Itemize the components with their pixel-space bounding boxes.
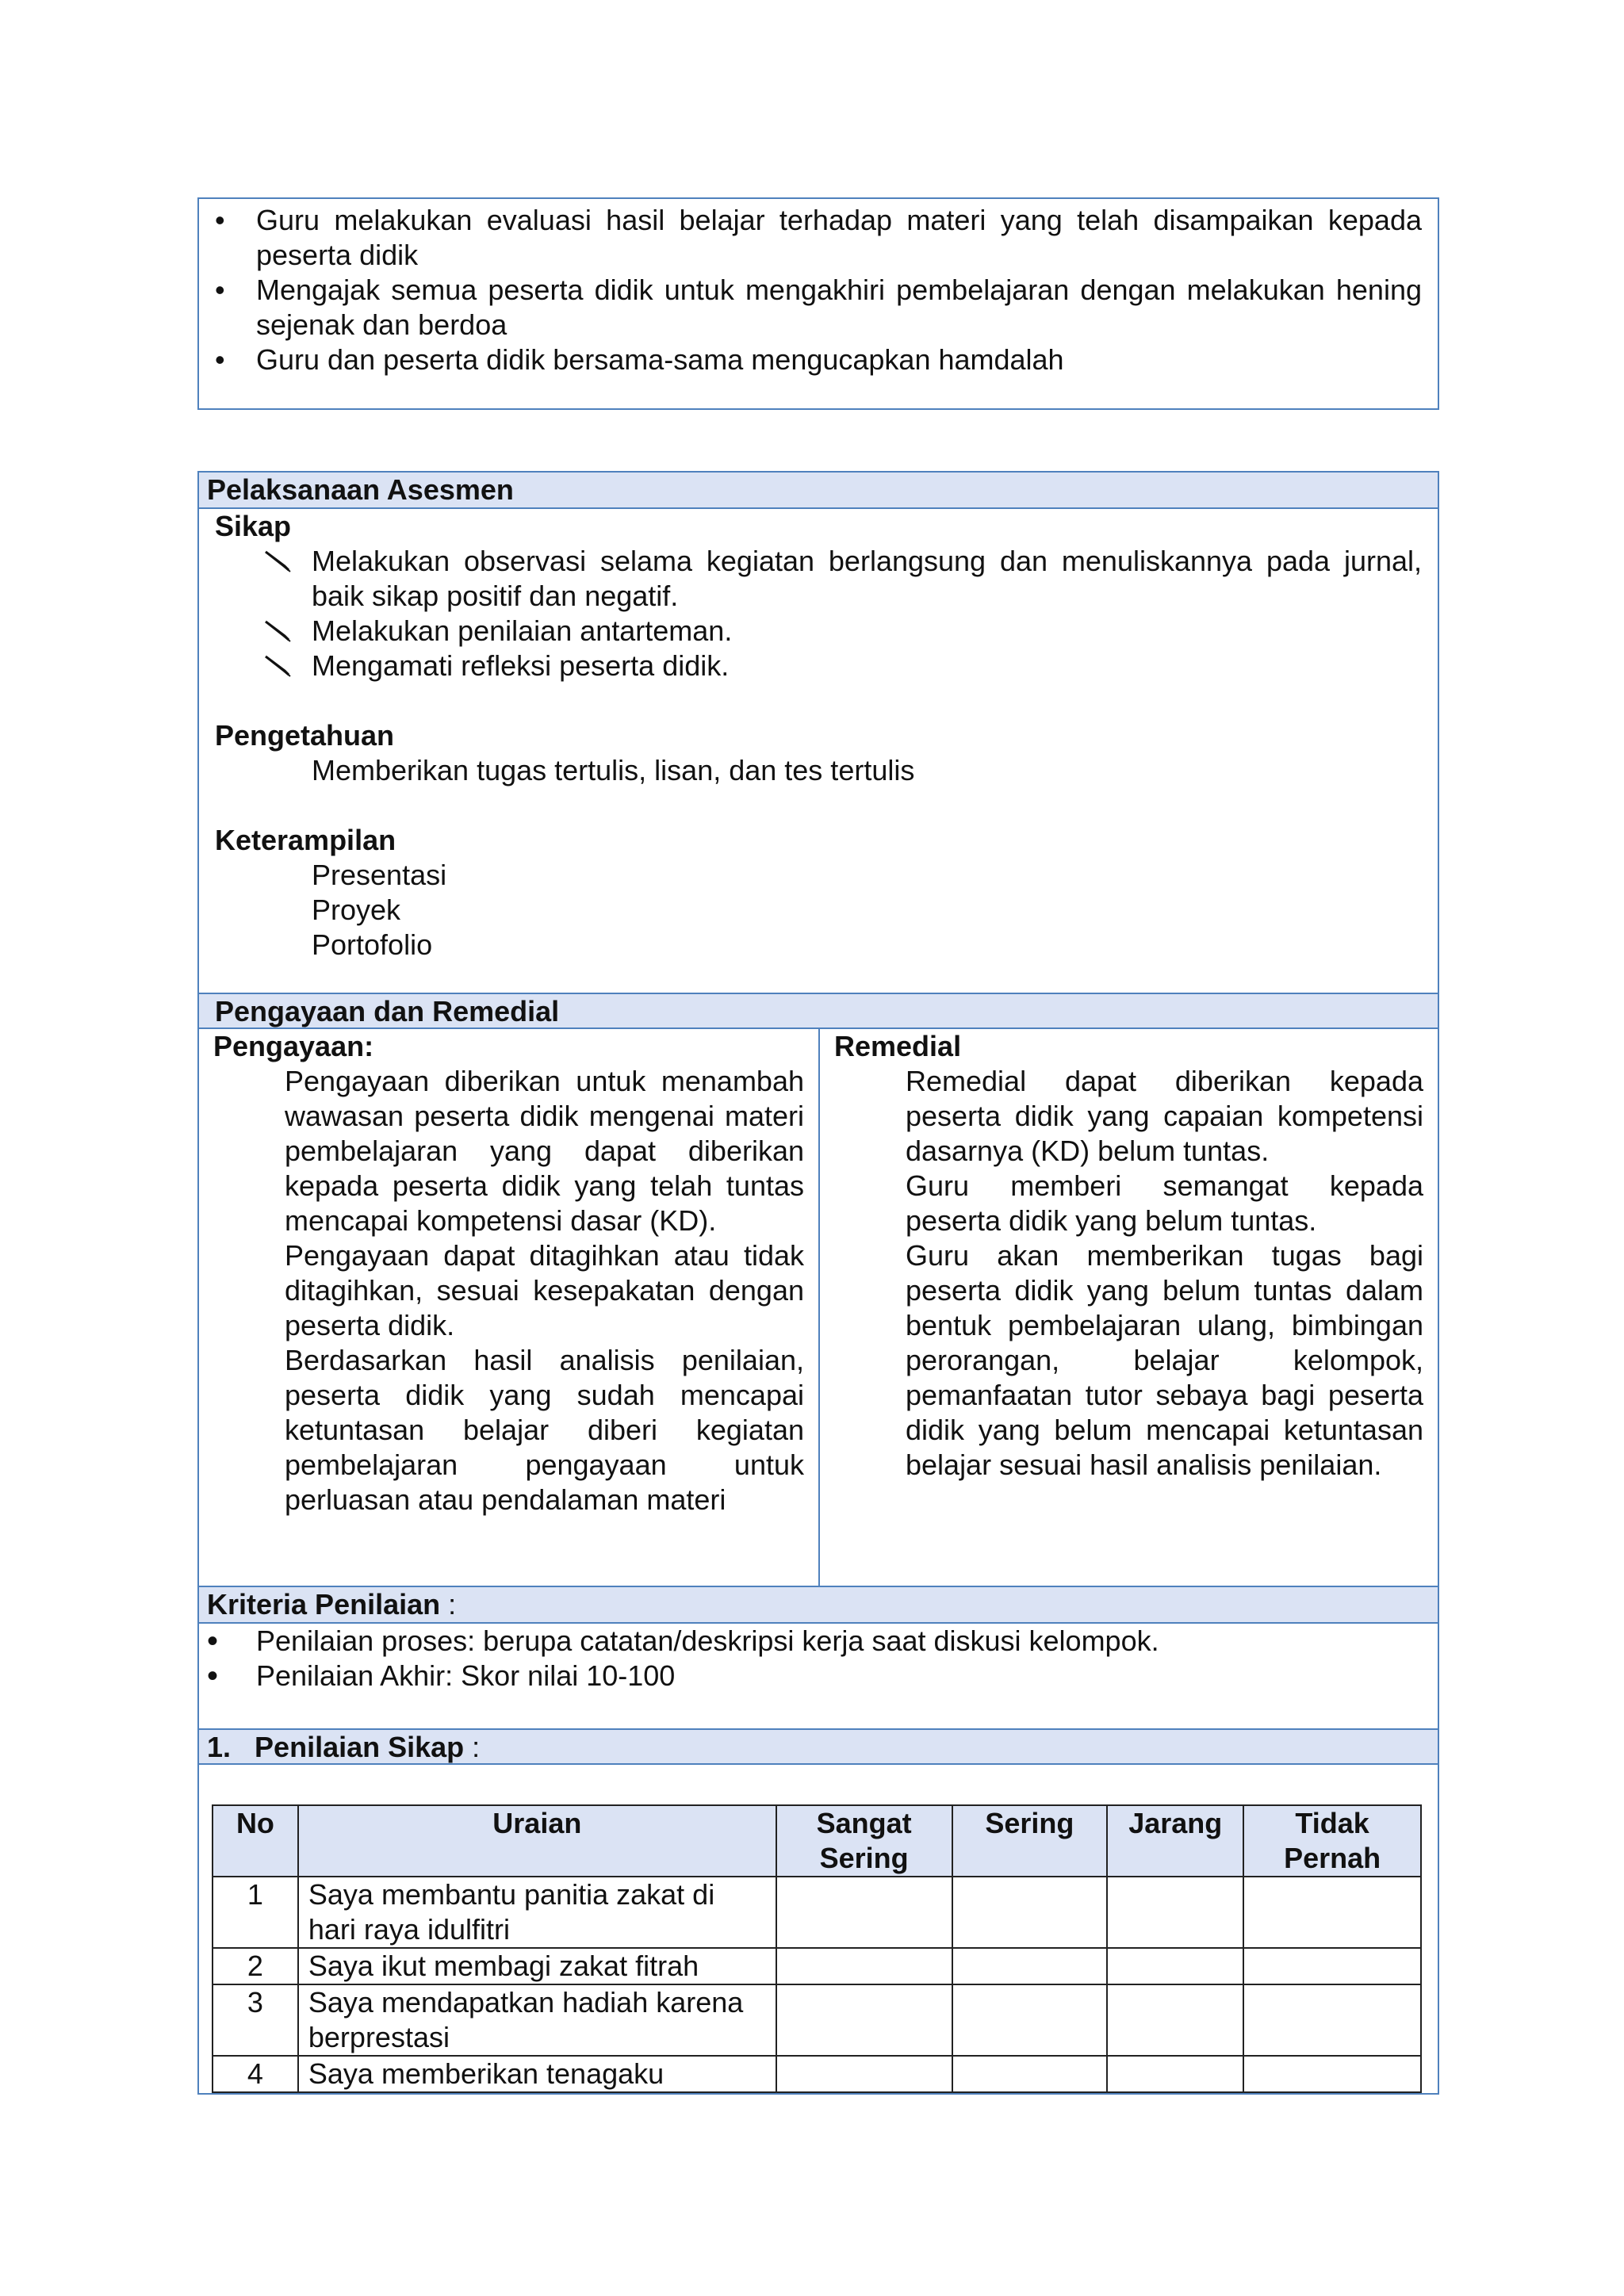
list-item: Remedial dapat diberikan kepada peserta didik yang capaian kompetensi dasarnya (KD) belum tuntas. bbox=[906, 1065, 1423, 1167]
cell-jarang[interactable] bbox=[1107, 1948, 1243, 1984]
table-row bbox=[213, 2056, 1421, 2092]
cell-jarang[interactable] bbox=[1107, 1984, 1243, 2056]
cell-sangat-sering[interactable] bbox=[776, 1877, 952, 1948]
row-uraian: Saya ikut membagi zakat fitrah bbox=[298, 1948, 776, 1984]
closing-activities-box bbox=[197, 197, 1439, 410]
table-header-row bbox=[213, 1805, 1421, 1877]
list-item: • Penilaian proses: berupa catatan/deskripsi kerja saat diskusi kelompok. bbox=[207, 1624, 1159, 1659]
cell-sering[interactable] bbox=[952, 2056, 1108, 2092]
list-item: Mengamati refleksi peserta didik. bbox=[199, 649, 1438, 683]
remedial-column bbox=[818, 1029, 1438, 1586]
section-header-pengayaan-remedial: Pengayaan dan Remedial bbox=[199, 993, 1438, 1029]
list-item: Pengayaan diberikan untuk menambah wawasan peserta didik mengenai materi pembelajaran yang dapat diberikan kepada peserta didik yang telah tuntas mencapai kompetensi dasar (KD). bbox=[285, 1065, 804, 1237]
cell-tidak-pernah[interactable] bbox=[1243, 1984, 1421, 2056]
bullet-icon: • bbox=[215, 343, 225, 376]
bullet-icon: • bbox=[207, 1624, 219, 1659]
list-item: • Penilaian Akhir: Skor nilai 10-100 bbox=[207, 1659, 676, 1693]
keterampilan-title: Keterampilan bbox=[215, 824, 396, 856]
list-item: Memberikan tugas tertulis, lisan, dan tes tertulis bbox=[312, 754, 915, 786]
table-row bbox=[213, 1877, 1421, 1948]
list-item: Guru memberi semangat kepada peserta didik yang belum tuntas. bbox=[906, 1169, 1423, 1237]
table-row bbox=[213, 1948, 1421, 1984]
row-uraian: Saya memberikan tenagaku bbox=[298, 2056, 776, 2092]
section-header-kriteria: Kriteria Penilaian : bbox=[199, 1587, 1438, 1624]
pen-icon bbox=[264, 649, 296, 678]
table-row bbox=[213, 1984, 1421, 2056]
pengetahuan-title: Pengetahuan bbox=[215, 719, 395, 752]
bullet-icon: • bbox=[215, 274, 225, 306]
cell-sangat-sering[interactable] bbox=[776, 1984, 952, 2056]
kriteria-list bbox=[199, 1624, 1438, 1728]
list-item: Melakukan observasi selama kegiatan berlangsung dan menuliskannya pada jurnal, baik sikap positif dan negatif. bbox=[199, 544, 1438, 614]
list-item: Melakukan penilaian antarteman. bbox=[199, 614, 1438, 649]
list-item: • Mengajak semua peserta didik untuk mengakhiri pembelajaran dengan melakukan hening sejenak dan berdoa bbox=[215, 274, 1422, 341]
cell-sering[interactable] bbox=[952, 1877, 1108, 1948]
row-uraian: Saya membantu panitia zakat di hari raya idulfitri bbox=[298, 1877, 776, 1948]
bullet-icon: • bbox=[207, 1659, 219, 1693]
list-item: Portofolio bbox=[312, 928, 433, 961]
cell-sering[interactable] bbox=[952, 1984, 1108, 2056]
column-header-tidak-pernah: Tidak Pernah bbox=[1243, 1805, 1421, 1877]
list-item: Presentasi bbox=[312, 859, 447, 891]
sikap-title: Sikap bbox=[215, 510, 292, 542]
column-header-no: No bbox=[213, 1805, 298, 1877]
pen-icon bbox=[264, 614, 296, 643]
cell-tidak-pernah[interactable] bbox=[1243, 2056, 1421, 2092]
remedial-title: Remedial bbox=[834, 1030, 962, 1062]
list-item: Guru akan memberikan tugas bagi peserta didik yang belum tuntas dalam bentuk pembelajaran ulang, bimbingan perorangan, belajar kelompok, pemanfaatan tutor sebaya bagi peserta didik yang belum mencapai ketuntasan belajar sesuai hasil analisis penilaian. bbox=[906, 1239, 1423, 1481]
row-number: 1 bbox=[213, 1877, 298, 1948]
section-header-asesmen: Pelaksanaan Asesmen bbox=[199, 473, 1438, 509]
sikap-section bbox=[199, 509, 1438, 993]
row-number: 3 bbox=[213, 1984, 298, 2056]
column-header-jarang: Jarang bbox=[1107, 1805, 1243, 1877]
bullet-icon: • bbox=[215, 204, 225, 236]
cell-tidak-pernah[interactable] bbox=[1243, 1877, 1421, 1948]
pengayaan-remedial-columns bbox=[199, 1029, 1438, 1587]
cell-sangat-sering[interactable] bbox=[776, 2056, 952, 2092]
row-uraian: Saya mendapatkan hadiah karena berprestasi bbox=[298, 1984, 776, 2056]
list-item: Berdasarkan hasil analisis penilaian, peserta didik yang sudah mencapai ketuntasan belajar diberi kegiatan pembelajaran pengayaan untuk perluasan atau pendalaman materi bbox=[285, 1344, 804, 1516]
pengayaan-title: Pengayaan: bbox=[213, 1030, 374, 1062]
list-item: Proyek bbox=[312, 894, 401, 926]
cell-sering[interactable] bbox=[952, 1948, 1108, 1984]
cell-sangat-sering[interactable] bbox=[776, 1948, 952, 1984]
column-header-sering: Sering bbox=[952, 1805, 1108, 1877]
list-item: Pengayaan dapat ditagihkan atau tidak ditagihkan, sesuai kesepakatan dengan peserta didik. bbox=[285, 1239, 804, 1341]
penilaian-sikap-table bbox=[212, 1804, 1422, 2093]
row-number: 4 bbox=[213, 2056, 298, 2092]
list-item: • Guru dan peserta didik bersama-sama mengucapkan hamdalah bbox=[215, 343, 1064, 376]
list-item: • Guru melakukan evaluasi hasil belajar terhadap materi yang telah disampaikan kepada peserta didik bbox=[215, 204, 1422, 271]
pen-icon bbox=[264, 544, 296, 573]
row-number: 2 bbox=[213, 1948, 298, 1984]
pengayaan-column bbox=[199, 1029, 818, 1586]
column-header-sangat-sering: Sangat Sering bbox=[776, 1805, 952, 1877]
closing-activities-list bbox=[199, 203, 1438, 377]
column-header-uraian: Uraian bbox=[298, 1805, 776, 1877]
cell-jarang[interactable] bbox=[1107, 2056, 1243, 2092]
section-header-penilaian-sikap: 1. Penilaian Sikap : bbox=[199, 1728, 1438, 1765]
cell-jarang[interactable] bbox=[1107, 1877, 1243, 1948]
cell-tidak-pernah[interactable] bbox=[1243, 1948, 1421, 1984]
